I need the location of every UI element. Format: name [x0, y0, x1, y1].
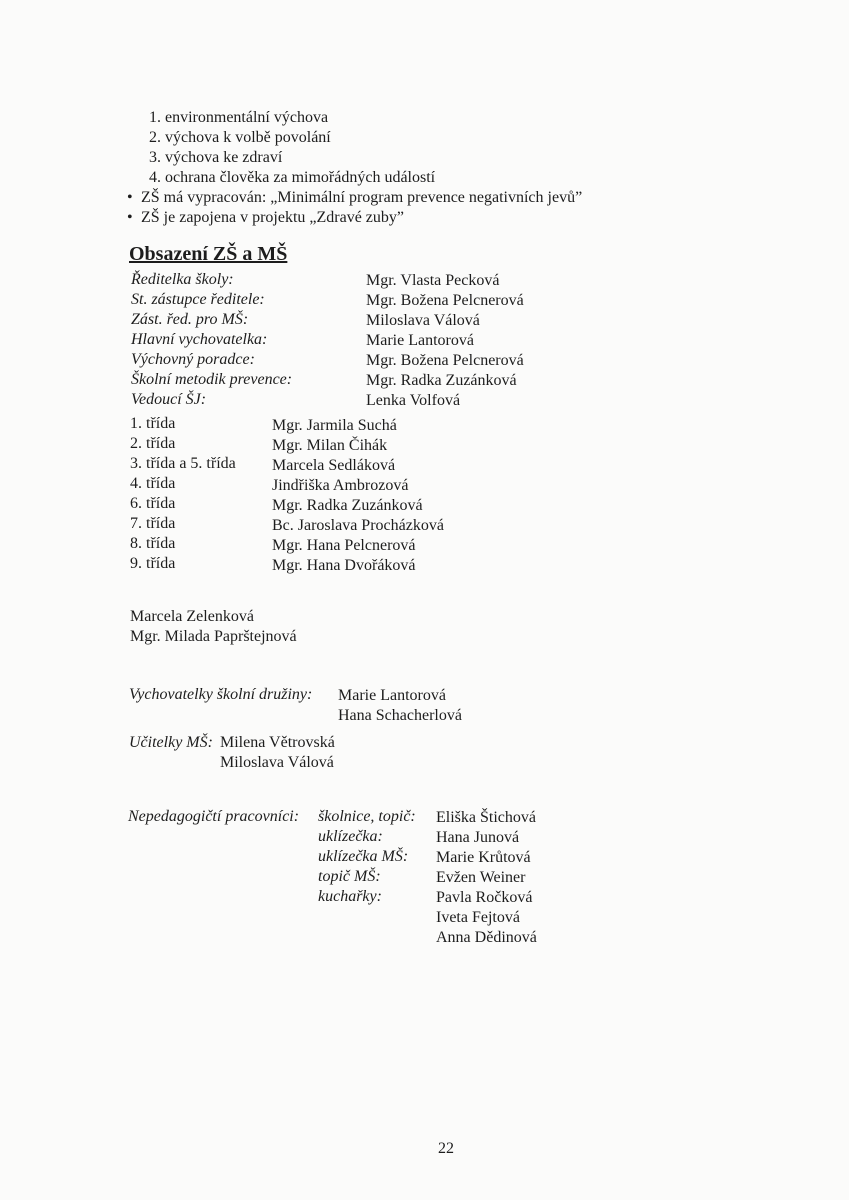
bullet-item [127, 208, 404, 228]
class-teacher: Mgr. Radka Zuzánková [272, 497, 423, 514]
extra-teacher: Marcela Zelenková [130, 608, 254, 625]
nonteaching-role: uklízečka: [318, 828, 383, 845]
section-heading: Obsazení ZŠ a MŠ [129, 243, 288, 265]
role-label: Vedoucí ŠJ: [131, 391, 207, 408]
nonteaching-name: Anna Dědinová [436, 929, 537, 946]
ms-teachers-label: Učitelky MŠ: [129, 734, 213, 751]
class-teacher: Marcela Sedláková [272, 457, 396, 474]
class-label: 8. třída [130, 535, 176, 552]
nonteaching-name: Evžen Weiner [436, 869, 526, 886]
druzina-name: Hana Schacherlová [338, 707, 462, 724]
class-label: 6. třída [130, 495, 176, 512]
role-label: St. zástupce ředitele: [131, 291, 265, 308]
class-teacher: Bc. Jaroslava Procházková [272, 517, 444, 534]
class-label: 4. třída [130, 475, 176, 492]
role-name: Mgr. Božena Pelcnerová [366, 352, 524, 369]
class-teacher: Mgr. Hana Pelcnerová [272, 537, 416, 554]
nonteaching-name: Marie Krůtová [436, 849, 531, 866]
nonteaching-role: uklízečka MŠ: [318, 848, 409, 865]
class-label: 3. třída a 5. třída [130, 455, 236, 472]
role-label: Ředitelka školy: [131, 271, 234, 288]
bullet-text: ZŠ je zapojena v projektu „Zdravé zuby” [141, 209, 404, 226]
class-label: 1. třída [130, 415, 176, 432]
role-label: Zást. řed. pro MŠ: [131, 311, 249, 328]
bullet-icon: • [127, 189, 133, 206]
nonteaching-role: kuchařky: [318, 888, 382, 905]
list-item: 3. výchova ke zdraví [149, 149, 283, 166]
class-label: 2. třída [130, 435, 176, 452]
nonteaching-name: Hana Junová [436, 829, 520, 846]
page-number: 22 [438, 1140, 454, 1157]
nonteaching-name: Pavla Ročková [436, 889, 533, 906]
list-item: 1. environmentální výchova [149, 109, 329, 126]
role-name: Mgr. Vlasta Pecková [366, 272, 500, 289]
druzina-label: Vychovatelky školní družiny: [129, 686, 313, 703]
bullet-icon: • [127, 209, 133, 226]
ms-teacher-name: Milena Větrovská [220, 734, 335, 751]
role-name: Mgr. Radka Zuzánková [366, 372, 517, 389]
class-label: 9. třída [130, 555, 176, 572]
nonteaching-role: topič MŠ: [318, 868, 381, 885]
druzina-name: Marie Lantorová [338, 687, 446, 704]
bullet-text: ZŠ má vypracován: „Minimální program prevence negativních jevů” [141, 189, 583, 206]
role-name: Mgr. Božena Pelcnerová [366, 292, 524, 309]
role-name: Miloslava Válová [366, 312, 480, 329]
nonteaching-name: Iveta Fejtová [436, 909, 520, 926]
nonteaching-label: Nepedagogičtí pracovníci: [128, 808, 300, 825]
class-teacher: Mgr. Milan Čihák [272, 437, 388, 454]
role-name: Marie Lantorová [366, 332, 474, 349]
bullet-item [127, 188, 582, 208]
class-label: 7. třída [130, 515, 176, 532]
role-label: Hlavní vychovatelka: [131, 331, 268, 348]
role-name: Lenka Volfová [366, 392, 461, 409]
role-label: Výchovný poradce: [131, 351, 255, 368]
class-teacher: Mgr. Jarmila Suchá [272, 417, 397, 434]
nonteaching-role: školnice, topič: [318, 808, 416, 825]
list-item: 4. ochrana člověka za mimořádných událostí [149, 169, 436, 186]
class-teacher: Mgr. Hana Dvořáková [272, 557, 416, 574]
ms-teacher-name: Miloslava Válová [220, 754, 334, 771]
extra-teacher: Mgr. Milada Paprštejnová [130, 628, 297, 645]
nonteaching-name: Eliška Štichová [436, 809, 536, 826]
role-label: Školní metodik prevence: [131, 371, 293, 388]
list-item: 2. výchova k volbě povolání [149, 129, 331, 146]
class-teacher: Jindřiška Ambrozová [272, 477, 409, 494]
